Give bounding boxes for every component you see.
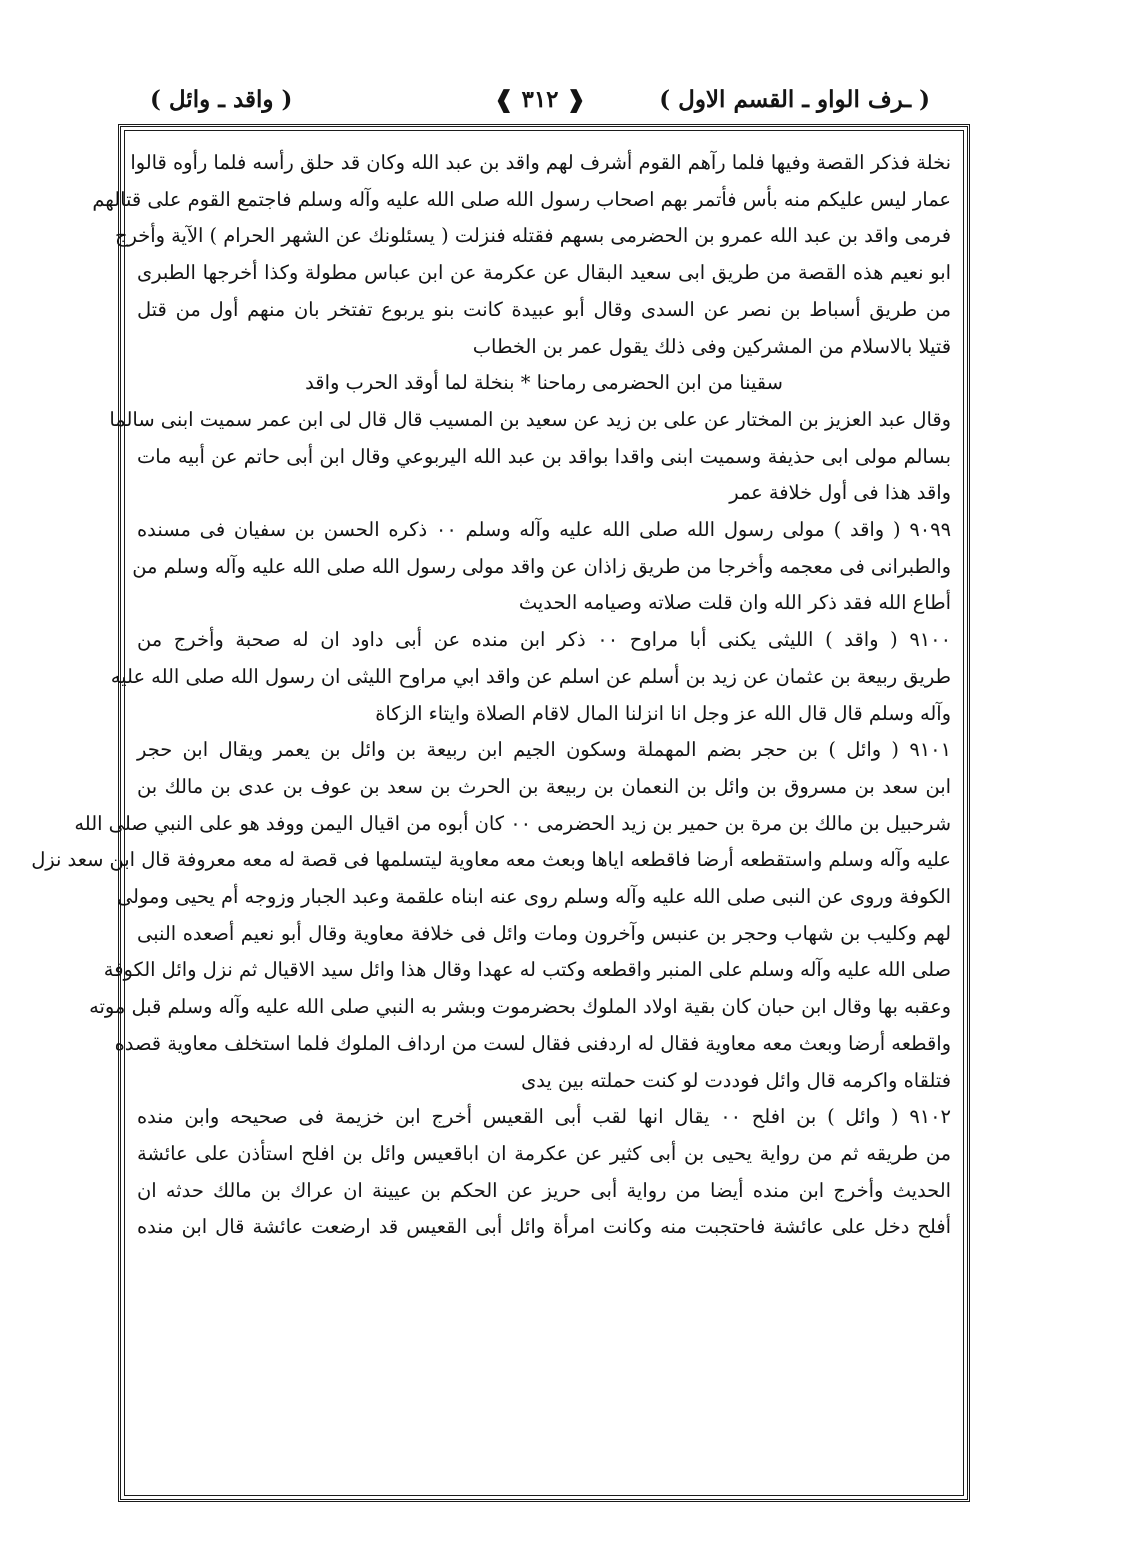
text-line: ابو نعيم هذه القصة من طريق ابى سعيد البقال عن عكرمة عن ابن عباس مطولة وكذا أخرجها الطبرى [137, 261, 951, 285]
text-line: عليه وآله وسلم واستقطعه أرضا فاقطعه اياها وبعث معه معاوية ليتسلمها فى قصة له معه معروفة قال ابن سعد نزل [31, 848, 951, 872]
running-header-section: ( ـرف الواو ـ القسم الاول ) [659, 86, 930, 113]
text-line: نخلة فذكر القصة وفيها فلما رآهم القوم أشرف لهم واقد بن عبد الله وكان قد حلق رأسه فلما رأوه قالوا [130, 151, 951, 174]
text-line: فرمى واقد بن عبد الله عمرو بن الحضرمى بسهم فقتله فنزلت ( يسئلونك عن الشهر الحرام ) الآية وأخرج [115, 224, 951, 248]
text-line: واقطعه أرضا وبعث معه معاوية فقال له اردفنى فقال لست من ارداف الملوك فلما استخلف معاوية قصده [114, 1031, 951, 1055]
text-line: الحديث وأخرج ابن منده أيضا من رواية أبى حريز عن الحكم بن عيينة ان عراك بن مالك حدثه ان [137, 1178, 951, 1202]
text-line: طريق ربيعة بن عثمان عن زيد بن أسلم عن اسلم عن واقد ابي مراوح الليثى ان رسول الله صلى الله عليه [110, 664, 951, 688]
text-line: ابن سعد بن مسروق بن وائل بن النعمان بن ربيعة بن الحرث بن سعد بن عوف بن عدى بن مالك بن [137, 774, 951, 798]
text-line: فتلقاه واكرمه قال وائل فوددت لو كنت حملته بين يدى [521, 1068, 951, 1092]
text-line: من طريقه ثم من رواية يحيى بن أبى كثير عن عكرمة ان اباقعيس وائل بن افلح استأذن على عائشة [137, 1141, 951, 1165]
page-number: ❰ ٣١٢ ❱ [494, 86, 586, 113]
entry-9102-start: ٩١٠٢ ( وائل ) بن افلح ٠٠ يقال انها لقب أبى القعيس أخرج ابن خزيمة فى صحيحه وابن منده [137, 1105, 951, 1129]
text-line: أطاع الله فقد ذكر الله وان قلت صلاته وصيامه الحديث [518, 591, 951, 615]
running-header-entries: ( واقد ـ وائل ) [150, 86, 293, 113]
text-line: قتيلا بالاسلام من المشركين وفى ذلك يقول عمر بن الخطاب [472, 334, 951, 358]
text-line: الكوفة وروى عن النبى صلى الله عليه وآله وسلم روى عنه ابناه علقمة وعبد الجبار وزوجه أم يحيى ومولى [116, 885, 951, 909]
body-text [31, 145, 952, 1481]
page-frame [31, 124, 970, 1502]
text-line: وآله وسلم قال قال الله عز وجل انا انزلنا المال لاقام الصلاة وايتاء الزكاة [375, 701, 951, 725]
text-line: من طريق أسباط بن نصر عن السدى وقال أبو عبيدة كانت بنو يربوع تفتخر بان منهم أول من قتل [137, 297, 951, 321]
entry-9099-start: ٩٠٩٩ ( واقد ) مولى رسول الله صلى الله عليه وآله وسلم ٠٠ ذكره الحسن بن سفيان فى مسنده [137, 518, 951, 542]
text-line: والطبرانى فى معجمه وأخرجا من طريق زاذان عن واقد مولى رسول الله صلى الله عليه وآله وسلم من [132, 554, 951, 578]
text-line: شرحبيل بن مالك بن مرة بن حمير بن زيد الحضرمى ٠٠ كان أبوه من اقيال اليمن ووفد هو على النبي صلى الله [74, 811, 951, 835]
entry-9100-start: ٩١٠٠ ( واقد ) الليثى يكنى أبا مراوح ٠٠ ذكر ابن منده عن أبى داود ان له صحبة وأخرج من [137, 628, 952, 652]
entry-9101-start: ٩١٠١ ( وائل ) بن حجر بضم المهملة وسكون الجيم ابن ربيعة بن وائل بن يعمر ويقال ابن حجر [137, 738, 951, 762]
text-line: وعقبه بها وقال ابن حبان كان بقية اولاد الملوك بحضرموت وبشر به النبي صلى الله عليه وآله وسلم قبل موته [89, 995, 951, 1019]
text-line: أفلح دخل على عائشة فاحتجبت منه وكانت امرأة وائل أبى القعيس قد ارضعت عائشة قال ابن منده [137, 1215, 951, 1239]
text-line: لهم وكليب بن شهاب وحجر بن عنبس وآخرون ومات وائل فى خلافة معاوية وقال أبو نعيم أصعده النبى [137, 921, 951, 945]
text-line: وقال عبد العزيز بن المختار عن على بن زيد عن سعيد بن المسيب قال قال لى ابن عمر سميت ابنى سالما [109, 407, 951, 431]
text-line: واقد هذا فى أول خلافة عمر [729, 481, 951, 505]
verse-line: سقينا من ابن الحضرمى رماحنا * بنخلة لما أوقد الحرب واقد [305, 371, 783, 395]
text-line: صلى الله عليه وآله وسلم على المنبر واقطعه وكتب له عهدا وقال هذا وائل سيد الاقيال ثم نزل وائل الكوفة [103, 958, 951, 982]
page-header [150, 80, 930, 126]
text-line: عمار ليس عليكم منه بأس فأتمر بهم اصحاب رسول الله صلى الله عليه وآله وسلم فاجتمع القوم على قتالهم [92, 187, 951, 211]
text-line: بسالم مولى ابى حذيفة وسميت ابنى واقدا بواقد بن عبد الله اليربوعي وقال ابن أبى حاتم عن أبيه مات [137, 444, 951, 468]
